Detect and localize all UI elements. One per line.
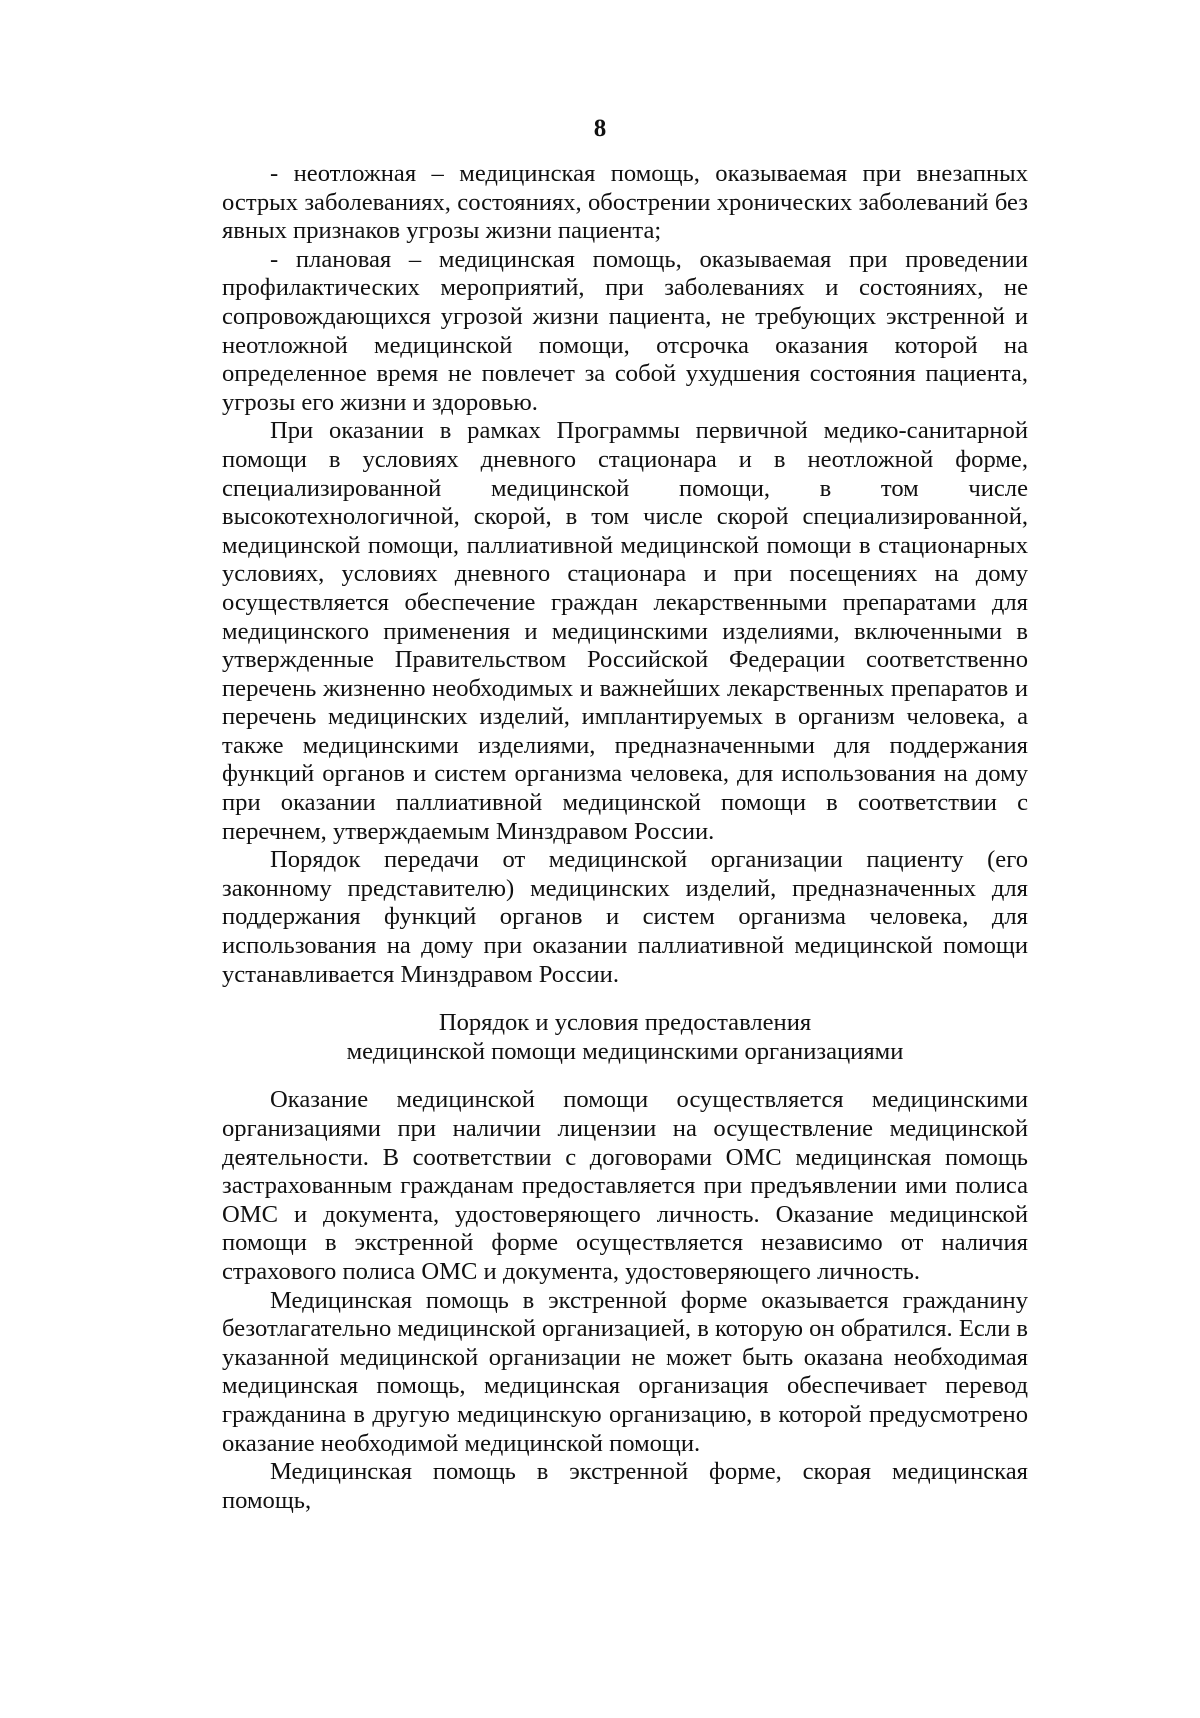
- paragraph-medication-provision: При оказании в рамках Программы первичной медико-санитарной помощи в условиях дневного стационара и в неотложной форме, специализированной медицинской помощи, в том числе высокотехнологичной, скорой, в том числе скорой специализированной, медицинской помощи, паллиативной медицинской помощи в стационарных условиях, условиях дневного стационара и при посещениях на дому осуществляется обеспечение граждан лекарственными препаратами для медицинского применения и медицинскими изделиями, включенными в утвержденные Правительством Российской Федерации соответственно перечень жизненно необходимых и важнейших лекарственных препаратов и перечень медицинских изделий, имплантируемых в организм человека, а также медицинскими изделиями, предназначенными для поддержания функций органов и систем организма человека, для использования на дому при оказании паллиативной медицинской помощи в соответствии с перечнем, утверждаемым Минздравом России.: [222, 417, 1028, 845]
- paragraph-license-and-oms: Оказание медицинской помощи осуществляется медицинскими организациями при наличии лицензии на осуществление медицинской деятельности. В соответствии с договорами ОМС медицинская помощь застрахованным гражданам предоставляется при предъявлении ими полиса ОМС и документа, удостоверяющего личность. Оказание медицинской помощи в экстренной форме осуществляется независимо от наличия страхового полиса ОМС и документа, удостоверяющего личность.: [222, 1086, 1028, 1285]
- section-heading-line-1: Порядок и условия предоставления: [438, 1009, 812, 1037]
- paragraph-emergency-continued: Медицинская помощь в экстренной форме, скорая медицинская помощь,: [222, 1458, 1028, 1514]
- paragraph-emergency-care: Медицинская помощь в экстренной форме оказывается гражданину безотлагательно медицинской организацией, в которую он обратился. Если в указанной медицинской организации не может быть оказана необходимая медицинская помощь, медицинская организация обеспечивает перевод гражданина в другую медицинскую организацию, в которой предусмотрено оказание необходимой медицинской помощи.: [222, 1286, 1028, 1457]
- page-number: 8: [593, 115, 607, 142]
- section-heading: [222, 1009, 1028, 1066]
- paragraph-device-transfer-order: Порядок передачи от медицинской организации пациенту (его законному представителю) медицинских изделий, предназначенных для поддержания функций органов и систем организма человека, для использования на дому при оказании паллиативной медицинской помощи устанавливается Минздравом России.: [222, 846, 1028, 988]
- paragraph-urgent-definition: - неотложная – медицинская помощь, оказываемая при внезапных острых заболеваниях, состояниях, обострении хронических заболеваний без явных признаков угрозы жизни пациента;: [222, 160, 1028, 245]
- document-body: [222, 160, 1028, 1515]
- section-heading-line-2: медицинской помощи медицинскими организациями: [346, 1037, 904, 1065]
- paragraph-planned-definition: - плановая – медицинская помощь, оказываемая при проведении профилактических мероприятий, при заболеваниях и состояниях, не сопровождающихся угрозой жизни пациента, не требующих экстренной и неотложной медицинской помощи, отсрочка оказания которой на определенное время не повлечет за собой ухудшения состояния пациента, угрозы его жизни и здоровью.: [222, 245, 1028, 416]
